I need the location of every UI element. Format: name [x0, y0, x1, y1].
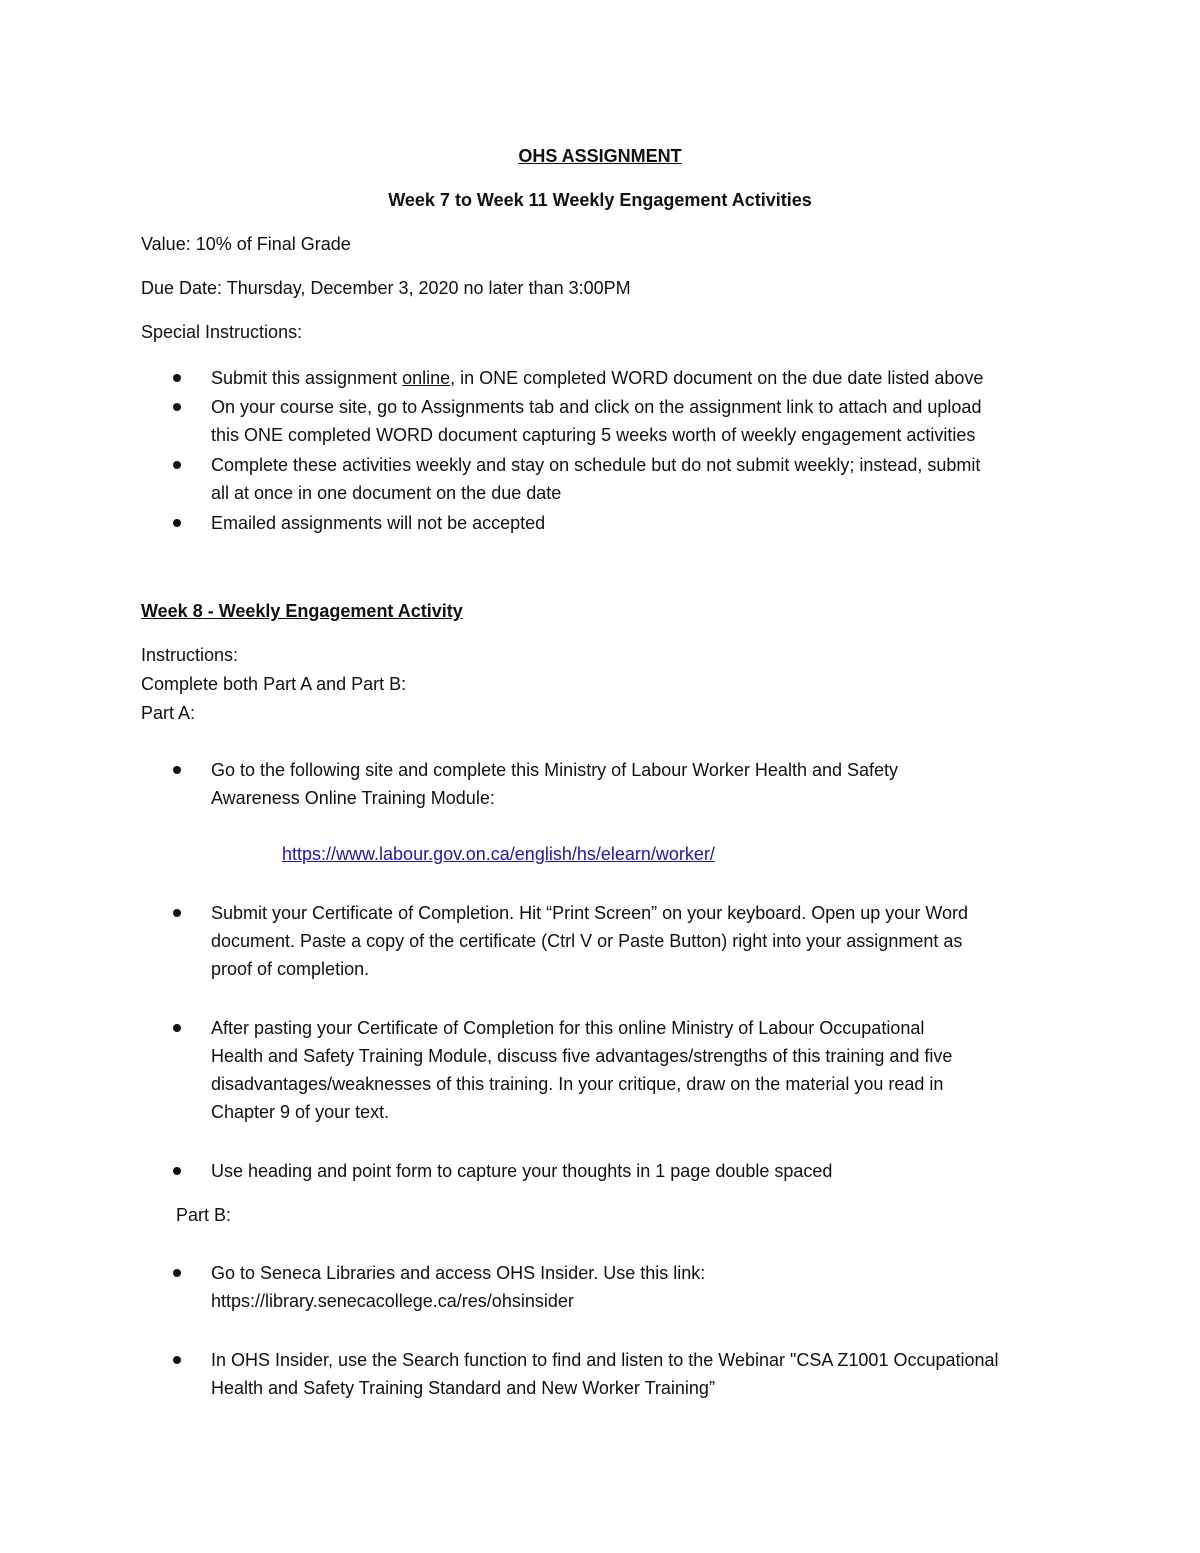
due-date-line: Due Date: Thursday, December 3, 2020 no later than 3:00PM: [141, 278, 631, 298]
special-instruction-3-line-1: Complete these activities weekly and stay on schedule but do not submit weekly; instead, submit: [211, 455, 981, 475]
part-b-item-1-line-1: Go to Seneca Libraries and access OHS Insider. Use this link:: [211, 1263, 706, 1283]
part-b-item-2-line-1: In OHS Insider, use the Search function to find and listen to the Webinar "CSA Z1001 Occupational: [211, 1350, 999, 1370]
special-instruction-2-line-2: this ONE completed WORD document capturing 5 weeks worth of weekly engagement activities: [211, 425, 976, 445]
complete-both-line: Complete both Part A and Part B:: [141, 674, 407, 694]
part-a-item-2-line-2: document. Paste a copy of the certificate (Ctrl V or Paste Button) right into your assignment as: [211, 931, 963, 951]
part-b-item-2-line-2: Health and Safety Training Standard and New Worker Training”: [211, 1378, 715, 1398]
bullet-icon: [173, 759, 181, 774]
document-subtitle: Week 7 to Week 11 Weekly Engagement Activities: [388, 190, 812, 210]
document-title: OHS ASSIGNMENT: [518, 146, 682, 166]
online-emphasis: online: [402, 368, 451, 388]
ministry-training-link[interactable]: https://www.labour.gov.on.ca/english/hs/elearn/worker/: [282, 844, 715, 864]
part-a-item-2-line-3: proof of completion.: [211, 959, 370, 979]
special-instruction-1: [211, 367, 983, 389]
part-a-item-1-line-1: Go to the following site and complete this Ministry of Labour Worker Health and Safety: [211, 760, 899, 780]
part-a-item-3-line-3: disadvantages/weaknesses of this training. In your critique, draw on the material you read in: [211, 1074, 944, 1094]
part-a-item-2-line-1: Submit your Certificate of Completion. Hit “Print Screen” on your keyboard. Open up your Word: [211, 903, 969, 923]
part-b-item-1-line-2: https://library.senecacollege.ca/res/ohsinsider: [211, 1291, 574, 1311]
bullet-icon: [173, 454, 181, 469]
part-b-label: Part B:: [176, 1205, 232, 1225]
instructions-label: Instructions:: [141, 645, 239, 665]
special-instruction-1-pre: Submit this assignment: [211, 368, 403, 388]
part-a-item-4: Use heading and point form to capture your thoughts in 1 page double spaced: [211, 1161, 833, 1181]
special-instruction-4: Emailed assignments will not be accepted: [211, 513, 546, 533]
special-instructions-label: Special Instructions:: [141, 322, 303, 342]
special-instruction-1-post: , in ONE completed WORD document on the due date listed above: [450, 368, 984, 388]
bullet-icon: [173, 1349, 181, 1364]
bullet-icon: [173, 396, 181, 411]
special-instruction-2-line-1: On your course site, go to Assignments tab and click on the assignment link to attach and upload: [211, 397, 982, 417]
part-a-item-3-line-2: Health and Safety Training Module, discuss five advantages/strengths of this training and five: [211, 1046, 953, 1066]
week8-heading: Week 8 - Weekly Engagement Activity: [141, 601, 463, 621]
bullet-icon: [173, 512, 181, 527]
bullet-icon: [173, 902, 181, 917]
bullet-icon: [173, 367, 181, 382]
bullet-icon: [173, 1262, 181, 1277]
part-a-item-3-line-4: Chapter 9 of your text.: [211, 1102, 390, 1122]
part-a-item-3-line-1: After pasting your Certificate of Completion for this online Ministry of Labour Occupational: [211, 1018, 925, 1038]
special-instruction-3-line-2: all at once in one document on the due date: [211, 483, 562, 503]
part-a-item-1-line-2: Awareness Online Training Module:: [211, 788, 495, 808]
value-line: Value: 10% of Final Grade: [141, 234, 351, 254]
bullet-icon: [173, 1017, 181, 1032]
part-a-label: Part A:: [141, 703, 196, 723]
bullet-icon: [173, 1160, 181, 1175]
